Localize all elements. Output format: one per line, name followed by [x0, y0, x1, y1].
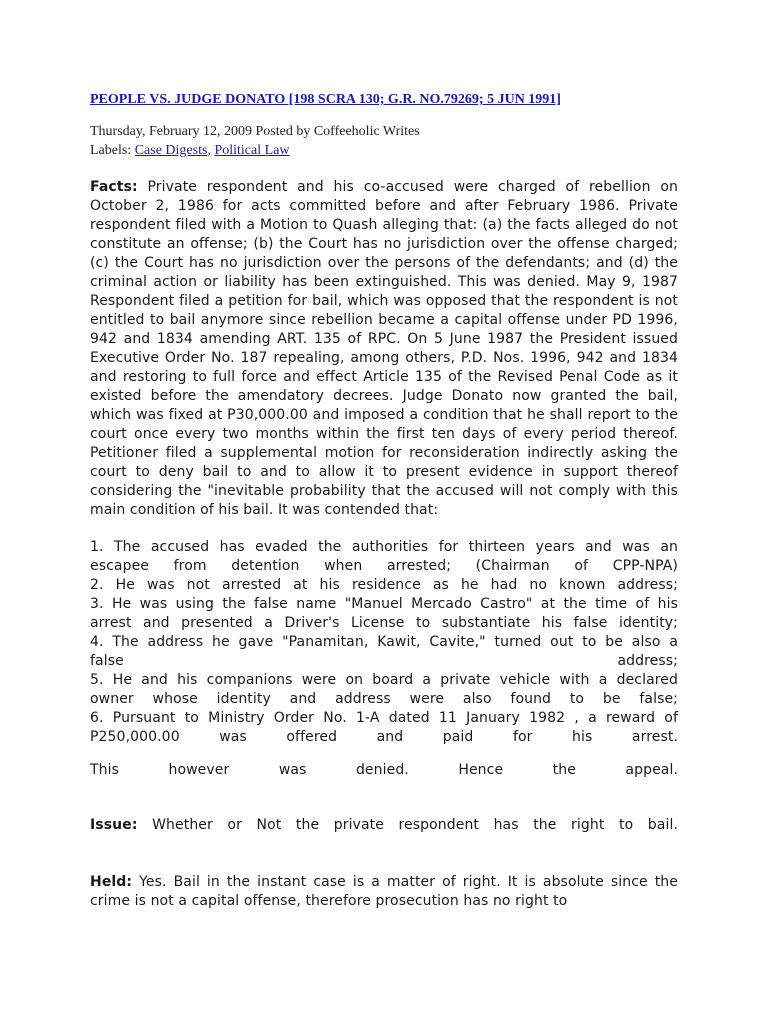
issue-text: Whether or Not the private respondent has the right to bail. [137, 817, 678, 833]
label-link-political-law[interactable]: Political Law [214, 143, 290, 158]
list-line: 6. Pursuant to Ministry Order No. 1-A dated 11 January 1982 , a reward of [90, 710, 678, 726]
posted-line: Thursday, February 12, 2009 Posted by Coffeeholic Writes [90, 124, 420, 139]
list-line: arrest and presented a Driver's License to substantiate his false identity; [90, 615, 678, 631]
list-line: false address; [90, 653, 678, 669]
held-paragraph [90, 873, 678, 911]
list-line: 5. He and his companions were on board a private vehicle with a declared [90, 672, 678, 688]
list-line: 2. He was not arrested at his residence as he had no known address; [90, 577, 678, 593]
held-text: Yes. Bail in the instant case is a matter of right. It is absolute since the crime is not a capital offense, therefore prosecution has no right to [90, 874, 678, 909]
issue-label: Issue: [90, 817, 138, 833]
list-line: escapee from detention when arrested; (Chairman of CPP-NPA) [90, 558, 678, 574]
list-line: P250,000.00 was offered and paid for his arrest. [90, 729, 678, 745]
held-label: Held: [90, 874, 133, 890]
facts-label: Facts: [90, 179, 138, 195]
labels-line [90, 141, 678, 160]
labels-prefix: Labels: [90, 143, 135, 158]
facts-paragraph [90, 178, 678, 520]
facts-text: Private respondent and his co-accused were charged of rebellion on October 2, 1986 for acts committed before and after February 1986. Private respondent filed with a Motion to Quash alleging that: (a) the facts alleged do not constitute an offense; (b) the Court has no jurisdiction over the offense charged; (c) the Court has no jurisdiction over the persons of the defendants; and (d) the criminal action or liability has been extinguished. This was denied. May 9, 1987 Respondent filed a petition for bail, which was opposed that the respondent is not entitled to bail anymore since rebellion became a capital offense under PD 1996, 942 and 1834 amending ART. 135 of RPC. On 5 June 1987 the President issued Executive Order No. 187 repealing, among others, P.D. Nos. 1996, 942 and 1834 and restoring to full force and effect Article 135 of the Revised Penal Code as it existed before the amendatory decrees. Judge Donato now granted the bail, which was fixed at P30,000.00 and imposed a condition that he shall report to the court once every two months within the first ten days of every period thereof. Petitioner filed a supplemental motion for reconsideration indirectly asking the court to deny bail to and to allow it to present evidence in support thereof considering the "inevitable probability that the accused will not comply with this main condition of his bail. It was contended that: [90, 179, 678, 518]
label-link-case-digests[interactable]: Case Digests [134, 143, 208, 158]
case-title-link[interactable]: PEOPLE VS. JUDGE DONATO [198 SCRA 130; G.R. NO.79269; 5 JUN 1991] [90, 92, 561, 107]
list-line: owner whose identity and address were also found to be false; [90, 691, 678, 707]
closing-line: This however was denied. Hence the appeal. [90, 762, 678, 778]
contentions-list [90, 538, 678, 747]
list-line: 1. The accused has evaded the authorities for thirteen years and was an [90, 539, 678, 555]
issue-paragraph [90, 816, 678, 835]
post-meta [90, 122, 678, 160]
document-page [90, 92, 678, 911]
list-line: 4. The address he gave "Panamitan, Kawit, Cavite," turned out to be also a [90, 634, 678, 650]
list-line: 3. He was using the false name "Manuel Mercado Castro" at the time of his [90, 596, 678, 612]
labels-separator: , [207, 143, 215, 158]
